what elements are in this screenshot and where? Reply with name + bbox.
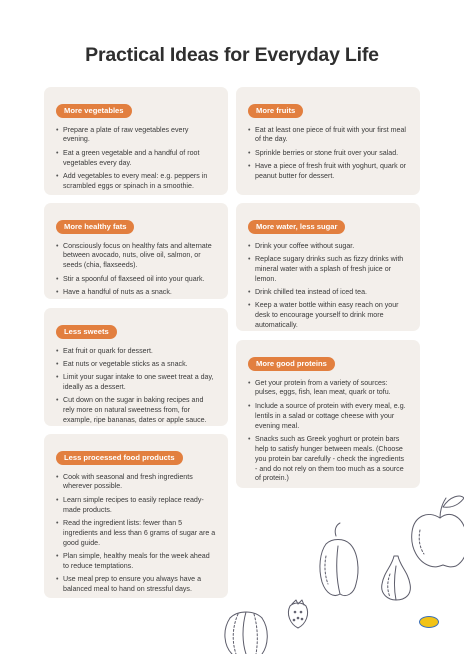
list-item: • Cook with seasonal and fresh ingredients wherever possible.	[56, 473, 216, 493]
garlic-icon	[382, 556, 411, 600]
list-item: • Drink chilled tea instead of iced tea.	[248, 288, 408, 298]
melon-icon	[225, 612, 267, 654]
list-item: • Cut down on the sugar in baking recipes and rely more on natural sweetness from, for example, ripe bananas, dates or apple sauce.	[56, 396, 216, 426]
list-item: • Prepare a plate of raw vegetables every evening.	[56, 126, 216, 146]
list-item: • Snacks such as Greek yoghurt or protein bars help to satisfy hunger between meals. (Choose you protein bar carefully - check the ingredients - and do not rely on them too much as a source of protein.)	[248, 435, 408, 485]
list-item: • Consciously focus on healthy fats and alternate between avocado, nuts, olive oil, salmon, or seeds (chia, flaxseeds).	[56, 242, 216, 272]
list-item: • Include a source of protein with every meal, e.g. lentils in a salad or cottage cheese with your evening meal.	[248, 402, 408, 432]
list-item: • Limit your sugar intake to one sweet treat a day, ideally as a dessert.	[56, 373, 216, 393]
card-heading: More fruits	[248, 104, 303, 118]
list-item: • Plan simple, healthy meals for the week ahead to reduce temptations.	[56, 552, 216, 572]
list-item: • Eat fruit or quark for dessert.	[56, 347, 216, 357]
list-item: • Sprinkle berries or stone fruit over your salad.	[248, 149, 408, 159]
card-heading: More vegetables	[56, 104, 132, 118]
strawberry-icon	[288, 600, 307, 628]
list-item: • Have a handful of nuts as a snack.	[56, 288, 216, 298]
card-heading: More good proteins	[248, 357, 335, 371]
list-item: • Learn simple recipes to easily replace ready-made products.	[56, 496, 216, 516]
list-item: • Read the ingredient lists: fewer than 5 ingredients and less than 6 grams of sugar are a good guide.	[56, 519, 216, 549]
pepper-icon	[320, 523, 358, 596]
list-item: • Have a piece of fresh fruit with yoghurt, quark or peanut butter for dessert.	[248, 162, 408, 182]
list-item: • Eat nuts or vegetable sticks as a snack.	[56, 360, 216, 370]
list-item: • Get your protein from a variety of sources: pulses, eggs, fish, lean meat, quark or tofu.	[248, 379, 408, 399]
card-heading: More water, less sugar	[248, 220, 345, 234]
page-title: Practical Ideas for Everyday Life	[85, 44, 379, 66]
list-item: • Stir a spoonful of flaxseed oil into your quark.	[56, 275, 216, 285]
card-heading: Less sweets	[56, 325, 117, 339]
list-item: • Replace sugary drinks such as fizzy drinks with mineral water with a splash of fresh juice or lemon.	[248, 255, 408, 285]
list-item: • Add vegetables to every meal: e.g. peppers in scrambled eggs or spinach in a smoothie.	[56, 172, 216, 192]
brand-logo-icon	[419, 616, 439, 628]
list-item: • Drink your coffee without sugar.	[248, 242, 408, 252]
list-item: • Keep a water bottle within easy reach on your desk to encourage yourself to drink more automatically.	[248, 301, 408, 331]
apple-icon	[412, 496, 464, 567]
list-item: • Eat a green vegetable and a handful of root vegetables every day.	[56, 149, 216, 169]
card-heading: Less processed food products	[56, 451, 183, 465]
list-item: • Eat at least one piece of fruit with your first meal of the day.	[248, 126, 408, 146]
card-heading: More healthy fats	[56, 220, 134, 234]
list-item: • Use meal prep to ensure you always have a balanced meal to hand on stressful days.	[56, 575, 216, 595]
